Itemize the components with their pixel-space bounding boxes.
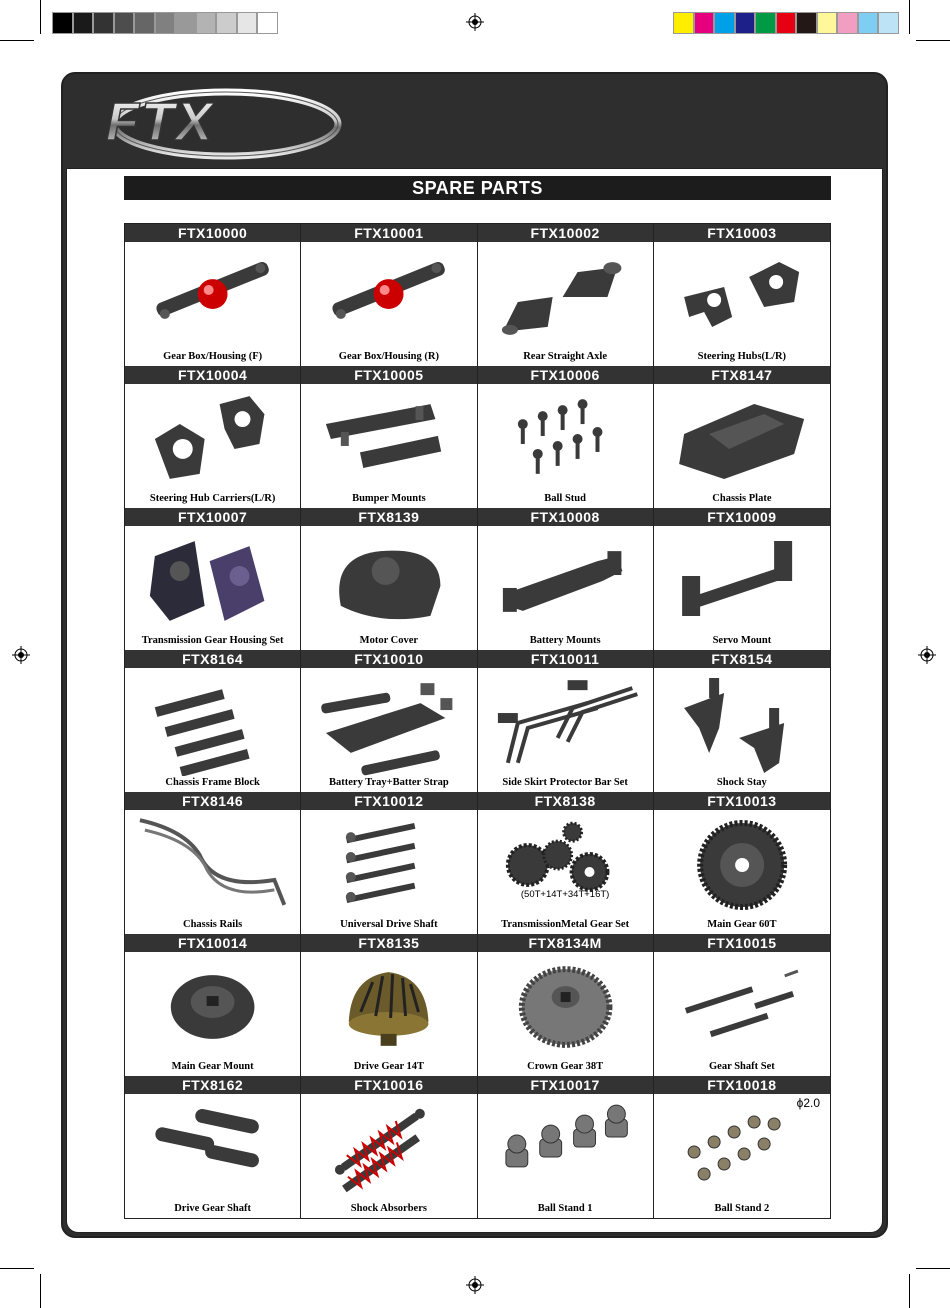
gear-housing-icon xyxy=(125,526,300,634)
crop-mark xyxy=(0,1268,34,1269)
crop-mark xyxy=(909,0,910,34)
parts-row xyxy=(125,366,830,508)
part-code: FTX10018 xyxy=(654,1076,830,1094)
crown-gear-icon xyxy=(478,952,653,1060)
part-cell xyxy=(654,792,830,934)
part-cell xyxy=(301,1076,477,1218)
part-name: Chassis Plate xyxy=(712,493,772,504)
part-image xyxy=(654,526,830,634)
part-name: Main Gear 60T xyxy=(707,919,777,930)
color-swatch xyxy=(878,12,899,34)
part-code: FTX10004 xyxy=(125,366,300,384)
part-code: FTX8154 xyxy=(654,650,830,668)
servo-mount-icon xyxy=(654,526,830,634)
part-code: FTX8147 xyxy=(654,366,830,384)
color-swatch xyxy=(837,12,858,34)
part-name: Servo Mount xyxy=(712,635,772,646)
part-name: Ball Stud xyxy=(544,493,586,504)
part-cell xyxy=(125,366,301,508)
chassis-rail-icon xyxy=(125,810,300,918)
color-swatch xyxy=(735,12,756,34)
part-image xyxy=(478,810,653,918)
part-name: Gear Shaft Set xyxy=(709,1061,775,1072)
part-code: FTX10000 xyxy=(125,224,300,242)
part-code: FTX10005 xyxy=(301,366,476,384)
part-cell xyxy=(125,792,301,934)
color-swatch xyxy=(114,12,135,34)
part-name: Transmission Gear Housing Set xyxy=(141,635,284,646)
part-code: FTX8138 xyxy=(478,792,653,810)
shock-absorber-icon xyxy=(301,1094,476,1202)
part-cell xyxy=(301,792,477,934)
part-name: Drive Gear 14T xyxy=(353,1061,425,1072)
drive-gear-shaft-icon xyxy=(125,1094,300,1202)
part-image xyxy=(301,1094,476,1202)
battery-tray-icon xyxy=(301,668,476,776)
part-name: Rear Straight Axle xyxy=(523,351,608,362)
ftx-logo xyxy=(76,84,346,160)
part-code: FTX10014 xyxy=(125,934,300,952)
part-image xyxy=(478,1094,653,1202)
part-image xyxy=(478,384,653,492)
part-name: Gear Box/Housing (R) xyxy=(338,351,439,362)
part-cell xyxy=(654,934,830,1076)
color-swatch xyxy=(257,12,278,34)
part-code: FTX10009 xyxy=(654,508,830,526)
part-code: FTX10002 xyxy=(478,224,653,242)
part-name: Motor Cover xyxy=(359,635,419,646)
part-image xyxy=(654,384,830,492)
chassis-plate-icon xyxy=(654,384,830,492)
bumper-mount-icon xyxy=(301,384,476,492)
shock-stay-icon xyxy=(654,668,830,776)
part-code: FTX10008 xyxy=(478,508,653,526)
part-code: FTX10015 xyxy=(654,934,830,952)
part-image xyxy=(125,1094,300,1202)
part-cell xyxy=(654,1076,830,1218)
axle-housing-icon xyxy=(301,242,476,350)
frame-block-icon xyxy=(125,668,300,776)
part-image xyxy=(654,810,830,918)
parts-grid xyxy=(124,223,831,1219)
part-name: Battery Tray+Batter Strap xyxy=(329,777,449,788)
parts-row xyxy=(125,650,830,792)
part-code: FTX10010 xyxy=(301,650,476,668)
part-code: FTX10012 xyxy=(301,792,476,810)
part-cell xyxy=(301,224,477,366)
registration-mark-icon xyxy=(918,646,936,664)
part-image xyxy=(478,668,653,776)
color-swatch xyxy=(93,12,114,34)
part-cell xyxy=(478,508,654,650)
page-title: SPARE PARTS xyxy=(124,176,831,200)
part-code: FTX10013 xyxy=(654,792,830,810)
part-name: Battery Mounts xyxy=(529,635,601,646)
part-image xyxy=(301,384,476,492)
color-swatch xyxy=(237,12,258,34)
color-swatch xyxy=(755,12,776,34)
part-cell xyxy=(478,650,654,792)
color-swatch xyxy=(175,12,196,34)
part-code: FTX8162 xyxy=(125,1076,300,1094)
part-code: FTX10001 xyxy=(301,224,476,242)
color-swatch xyxy=(694,12,715,34)
part-image xyxy=(478,526,653,634)
part-cell xyxy=(301,650,477,792)
part-name: Gear Box/Housing (F) xyxy=(163,351,263,362)
part-image xyxy=(125,952,300,1060)
part-image xyxy=(125,384,300,492)
gear-shaft-icon xyxy=(654,952,830,1060)
steering-hub-icon xyxy=(654,242,830,350)
ball-stand-small-icon xyxy=(654,1094,830,1202)
motor-cover-icon xyxy=(301,526,476,634)
axle-tube-icon xyxy=(478,242,653,350)
part-name: Shock Absorbers xyxy=(350,1203,427,1214)
drive-shaft-icon xyxy=(301,810,476,918)
part-cell xyxy=(125,1076,301,1218)
part-name: Chassis Rails xyxy=(183,919,243,930)
bevel-gear-icon xyxy=(301,952,476,1060)
color-swatch xyxy=(196,12,217,34)
crop-mark xyxy=(916,40,950,41)
part-name: Bumper Mounts xyxy=(352,493,426,504)
crop-mark xyxy=(0,40,34,41)
spur-gear-icon xyxy=(654,810,830,918)
part-name: Steering Hub Carriers(L/R) xyxy=(149,493,276,504)
part-image xyxy=(654,1094,830,1202)
color-swatch xyxy=(776,12,797,34)
part-cell xyxy=(654,650,830,792)
part-cell xyxy=(478,366,654,508)
part-code: FTX10003 xyxy=(654,224,830,242)
part-image xyxy=(125,242,300,350)
part-code: FTX8146 xyxy=(125,792,300,810)
color-swatch xyxy=(796,12,817,34)
hub-carrier-icon xyxy=(125,384,300,492)
color-swatch xyxy=(714,12,735,34)
cmyk-strip xyxy=(673,12,899,34)
crop-mark xyxy=(916,1268,950,1269)
part-image xyxy=(301,810,476,918)
part-code: FTX8135 xyxy=(301,934,476,952)
part-image xyxy=(654,952,830,1060)
parts-row xyxy=(125,508,830,650)
registration-mark-icon xyxy=(12,646,30,664)
part-code: FTX10017 xyxy=(478,1076,653,1094)
part-image xyxy=(654,242,830,350)
part-image xyxy=(301,242,476,350)
part-name: Ball Stand 1 xyxy=(537,1203,593,1214)
ball-stand-icon xyxy=(478,1094,653,1202)
part-cell xyxy=(301,366,477,508)
part-note: (50T+14T+34T+16T) xyxy=(520,889,610,900)
color-swatch xyxy=(52,12,73,34)
registration-mark-icon xyxy=(466,13,484,31)
crop-mark xyxy=(40,1274,41,1308)
part-image xyxy=(478,242,653,350)
part-cell xyxy=(125,934,301,1076)
part-name: Side Skirt Protector Bar Set xyxy=(502,777,628,788)
part-code: FTX8139 xyxy=(301,508,476,526)
part-image xyxy=(125,810,300,918)
battery-mount-icon xyxy=(478,526,653,634)
part-image xyxy=(478,952,653,1060)
part-code: FTX10016 xyxy=(301,1076,476,1094)
axle-housing-icon xyxy=(125,242,300,350)
parts-row xyxy=(125,934,830,1076)
part-name: Drive Gear Shaft xyxy=(174,1203,252,1214)
part-name: Universal Drive Shaft xyxy=(340,919,438,930)
part-cell xyxy=(654,224,830,366)
part-code: FTX8164 xyxy=(125,650,300,668)
registration-mark-icon xyxy=(466,1276,484,1294)
part-cell xyxy=(654,508,830,650)
part-code: FTX8134M xyxy=(478,934,653,952)
part-image xyxy=(301,526,476,634)
part-cell xyxy=(654,366,830,508)
part-code: FTX10006 xyxy=(478,366,653,384)
part-cell xyxy=(301,508,477,650)
part-cell xyxy=(478,1076,654,1218)
grayscale-strip xyxy=(52,12,278,34)
color-swatch xyxy=(134,12,155,34)
part-code: FTX10011 xyxy=(478,650,653,668)
parts-row xyxy=(125,224,830,366)
part-cell xyxy=(478,934,654,1076)
part-name: TransmissionMetal Gear Set xyxy=(501,919,630,930)
part-cell xyxy=(125,650,301,792)
gear-set-icon xyxy=(478,810,653,918)
parts-row xyxy=(125,792,830,934)
part-image xyxy=(125,668,300,776)
part-code: FTX10007 xyxy=(125,508,300,526)
color-swatch xyxy=(73,12,94,34)
part-image xyxy=(301,952,476,1060)
part-cell xyxy=(478,792,654,934)
part-name: Steering Hubs(L/R) xyxy=(697,351,787,362)
logo-wordmark: FTX xyxy=(106,92,214,152)
part-name: Crown Gear 38T xyxy=(527,1061,604,1072)
part-cell xyxy=(125,224,301,366)
part-name: Main Gear Mount xyxy=(171,1061,254,1072)
color-swatch xyxy=(817,12,838,34)
parts-row xyxy=(125,1076,830,1218)
gear-mount-icon xyxy=(125,952,300,1060)
part-cell xyxy=(301,934,477,1076)
color-swatch xyxy=(216,12,237,34)
crop-mark xyxy=(40,0,41,34)
ball-stud-icon xyxy=(478,384,653,492)
part-name: Chassis Frame Block xyxy=(165,777,260,788)
part-image xyxy=(301,668,476,776)
crop-mark xyxy=(909,1274,910,1308)
part-cell xyxy=(478,224,654,366)
part-note: ϕ2.0 xyxy=(796,1096,820,1110)
side-skirt-icon xyxy=(478,668,653,776)
part-cell xyxy=(125,508,301,650)
part-image xyxy=(654,668,830,776)
color-swatch xyxy=(673,12,694,34)
color-swatch xyxy=(155,12,176,34)
part-image xyxy=(125,526,300,634)
color-swatch xyxy=(858,12,879,34)
part-name: Shock Stay xyxy=(716,777,767,788)
part-name: Ball Stand 2 xyxy=(714,1203,770,1214)
